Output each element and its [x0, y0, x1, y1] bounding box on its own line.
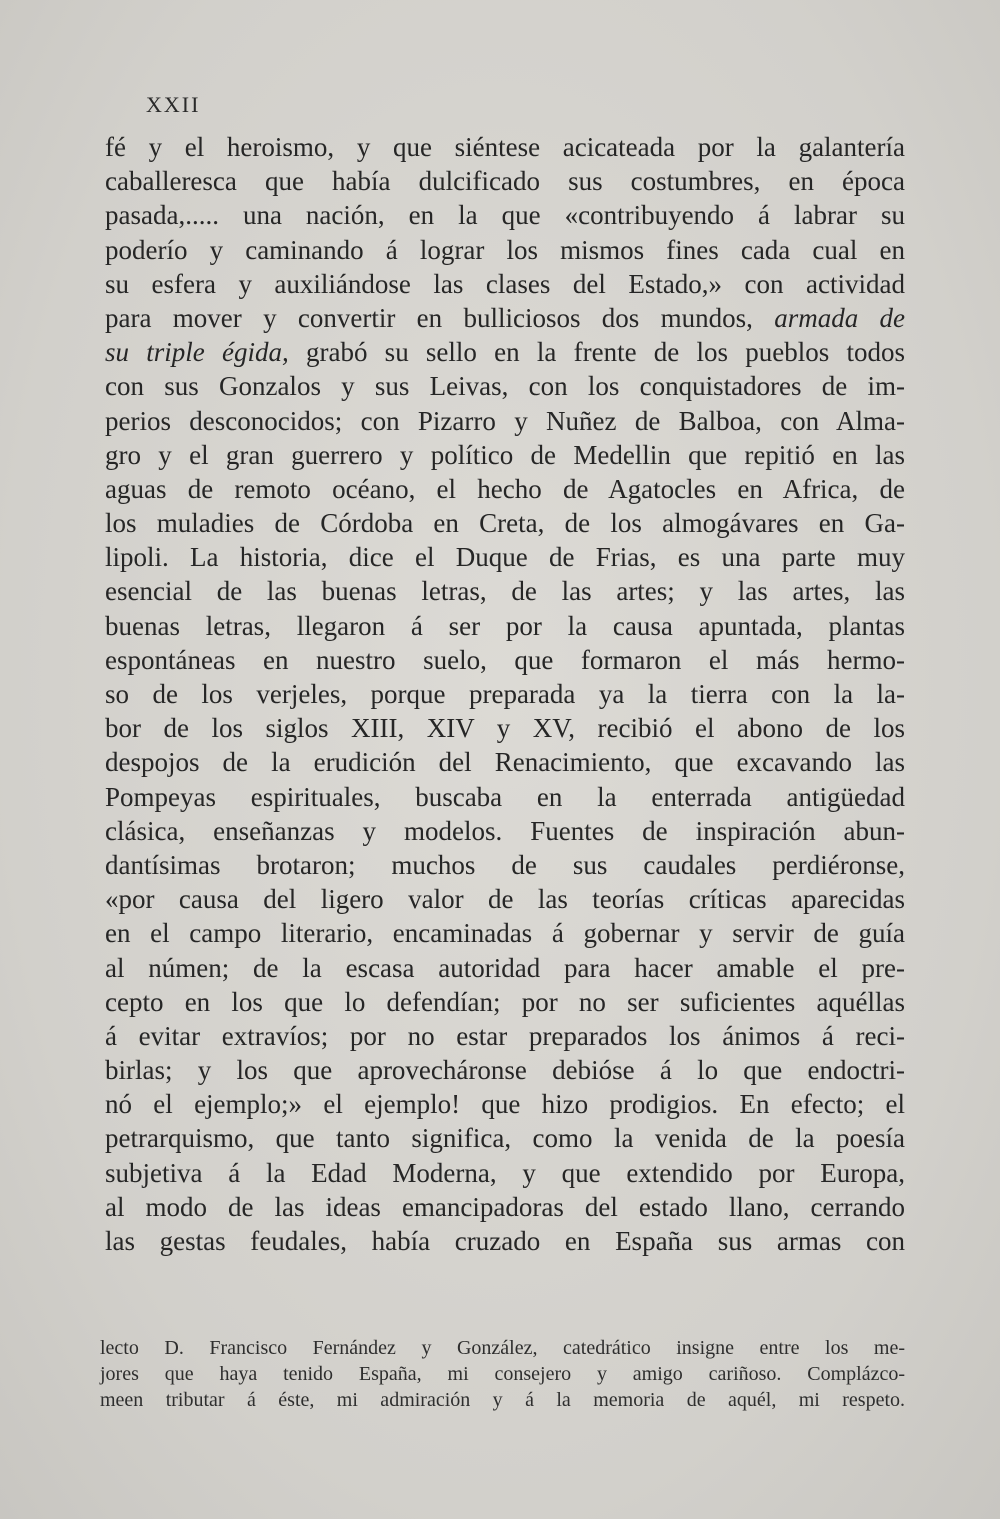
footnote-line: jores que haya tenido España, mi consejero y amigo cariñoso. Complázco- [100, 1363, 905, 1385]
text-line: Pompeyas espirituales, buscaba en la enterrada antigüedad [105, 781, 905, 812]
text-line: «por causa del ligero valor de las teorías críticas aparecidas [105, 884, 905, 915]
text-line: con sus Gonzalos y sus Leivas, con los conquistadores de im- [105, 371, 905, 402]
footnote-line: lecto D. Francisco Fernández y González, catedrático insigne entre los me- [100, 1337, 905, 1359]
text-line: poderío y caminando á lograr los mismos fines cada cual en [105, 234, 905, 265]
body-text [105, 130, 905, 1258]
italic-phrase: armada de [774, 302, 905, 333]
text-line: fé y el heroismo, y que siéntese acicateada por la galantería [105, 132, 905, 162]
text-line: las gestas feudales, había cruzado en España sus armas con [105, 1226, 905, 1256]
text-line: perios desconocidos; con Pizarro y Nuñez de Balboa, con Alma- [105, 405, 905, 436]
footnote-line: meen tributar á éste, mi admiración y á la memoria de aquél, mi respeto. [100, 1389, 905, 1411]
text-line: aguas de remoto océano, el hecho de Agatocles en Africa, de [105, 473, 905, 504]
text-line: petrarquismo, que tanto significa, como la venida de la poesía [105, 1123, 905, 1154]
text-line: en el campo literario, encaminadas á gobernar y servir de guía [105, 918, 905, 949]
text-line: nó el ejemplo;» el ejemplo! que hizo prodigios. En efecto; el [105, 1089, 905, 1120]
text-line: los muladies de Córdoba en Creta, de los almogávares en Ga- [105, 508, 905, 539]
page-number: XXII [146, 92, 201, 117]
text-line: cepto en los que lo defendían; por no ser suficientes aquéllas [105, 986, 905, 1017]
text-line: espontáneas en nuestro suelo, que formaron el más hermo- [105, 644, 905, 675]
text-line: al númen; de la escasa autoridad para hacer amable el pre- [105, 952, 905, 983]
text-line: su esfera y auxiliándose las clases del Estado,» con actividad [105, 268, 905, 299]
text-line: pasada,..... una nación, en la que «contribuyendo á labrar su [105, 200, 905, 231]
text-line: clásica, enseñanzas y modelos. Fuentes de inspiración abun- [105, 815, 905, 846]
text-line: al modo de las ideas emancipadoras del estado llano, cerrando [105, 1191, 905, 1222]
text-line: á evitar extravíos; por no estar preparados los ánimos á reci- [105, 1020, 905, 1051]
text-line: buenas letras, llegaron á ser por la causa apuntada, plantas [105, 610, 905, 641]
text-line: so de los verjeles, porque preparada ya la tierra con la la- [105, 679, 905, 709]
text-line: esencial de las buenas letras, de las artes; y las artes, las [105, 576, 905, 607]
text-line: despojos de la erudición del Renacimiento, que excavando las [105, 747, 905, 778]
text-segment: para mover y convertir en bulliciosos dos mundos, [105, 302, 753, 333]
text-line: dantísimas brotaron; muchos de sus caudales perdiéronse, [105, 849, 905, 880]
text-line: lipoli. La historia, dice el Duque de Frias, es una parte muy [105, 542, 905, 573]
italic-phrase: su triple égida, [105, 337, 289, 368]
footnote [100, 1335, 905, 1413]
text-line-with-italic [105, 301, 905, 335]
text-line: birlas; y los que aprovecháronse debióse á lo que endoctri- [105, 1055, 905, 1086]
text-line: subjetiva á la Edad Moderna, y que extendido por Europa, [105, 1157, 905, 1188]
text-line: caballeresca que había dulcificado sus costumbres, en época [105, 166, 905, 197]
text-line: bor de los siglos XIII, XIV y XV, recibió el abono de los [105, 713, 905, 744]
text-line: gro y el gran guerrero y político de Medellin que repitió en las [105, 439, 905, 470]
text-line-with-italic [105, 335, 905, 369]
text-segment: grabó su sello en la frente de los pueblos todos [305, 337, 905, 368]
